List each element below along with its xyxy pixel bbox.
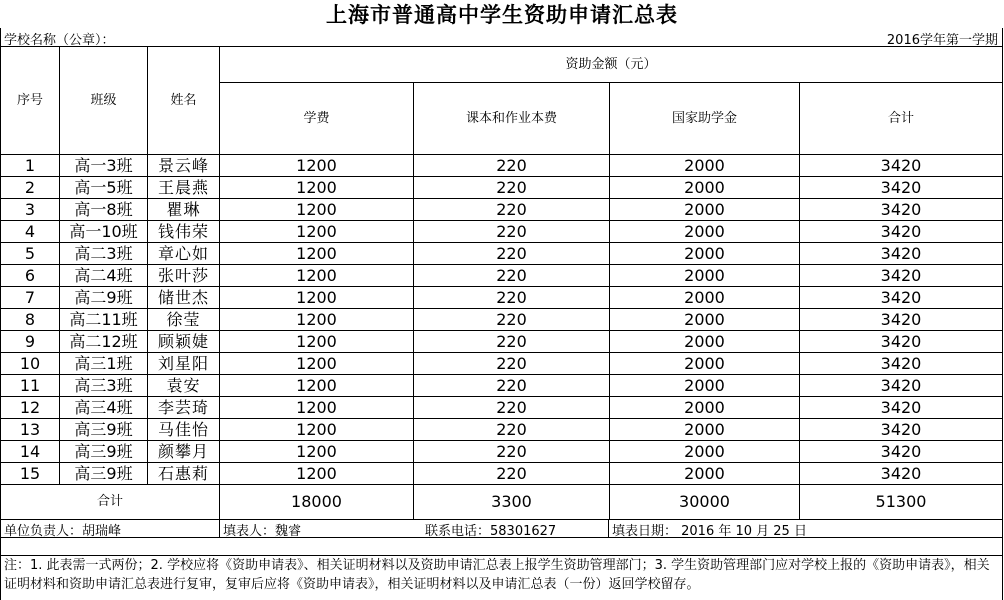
cell-seq: 14 (1, 441, 60, 463)
page-title: 上海市普通高中学生资助申请汇总表 (326, 2, 678, 27)
cell-tuition: 1200 (220, 155, 414, 177)
cell-tuition: 1200 (220, 265, 414, 287)
cell-name: 李芸琦 (148, 397, 220, 419)
cell-tuition: 1200 (220, 309, 414, 331)
cell-class: 高二4班 (60, 265, 148, 287)
totals-row (1, 485, 1003, 520)
cell-books: 220 (414, 353, 610, 375)
totals-tuition: 18000 (220, 485, 414, 520)
cell-total: 3420 (800, 463, 1003, 485)
cell-books: 220 (414, 287, 610, 309)
totals-total: 51300 (800, 485, 1003, 520)
table-row (1, 287, 1003, 309)
cell-total: 3420 (800, 177, 1003, 199)
cell-grant: 2000 (610, 221, 800, 243)
table-row (1, 221, 1003, 243)
cell-books: 220 (414, 375, 610, 397)
totals-grant: 30000 (610, 485, 800, 520)
aid-summary-table (0, 46, 1003, 520)
meta-row (0, 28, 1002, 46)
cell-seq: 4 (1, 221, 60, 243)
cell-tuition: 1200 (220, 441, 414, 463)
cell-books: 220 (414, 177, 610, 199)
header-books: 课本和作业本费 (414, 83, 610, 155)
cell-name: 王晨燕 (148, 177, 220, 199)
cell-class: 高一5班 (60, 177, 148, 199)
cell-tuition: 1200 (220, 221, 414, 243)
cell-total: 3420 (800, 155, 1003, 177)
cell-grant: 2000 (610, 243, 800, 265)
cell-books: 220 (414, 397, 610, 419)
cell-name: 张叶莎 (148, 265, 220, 287)
cell-books: 220 (414, 155, 610, 177)
table-row (1, 375, 1003, 397)
cell-total: 3420 (800, 221, 1003, 243)
cell-class: 高三9班 (60, 463, 148, 485)
cell-books: 220 (414, 463, 610, 485)
cell-name: 石惠莉 (148, 463, 220, 485)
cell-grant: 2000 (610, 375, 800, 397)
cell-name: 章心如 (148, 243, 220, 265)
cell-total: 3420 (800, 375, 1003, 397)
footer-divider (608, 519, 609, 537)
table-row (1, 463, 1003, 485)
cell-grant: 2000 (610, 397, 800, 419)
cell-name: 马佳怡 (148, 419, 220, 441)
cell-class: 高三4班 (60, 397, 148, 419)
cell-grant: 2000 (610, 199, 800, 221)
table-row (1, 309, 1003, 331)
cell-seq: 8 (1, 309, 60, 331)
notes-text: 注：1. 此表需一式两份；2. 学校应将《资助申请表》、相关证明材料以及资助申请汇总表上报学生资助管理部门；3. 学生资助管理部门应对学校上报的《资助申请表》，相关证明材料和资助申请汇总表进行复审，复审后应将《资助申请表》，相关证明材料以及申请汇总表（一份）返回学校留存。 (4, 558, 990, 592)
cell-tuition: 1200 (220, 177, 414, 199)
cell-seq: 15 (1, 463, 60, 485)
table-row (1, 397, 1003, 419)
cell-seq: 3 (1, 199, 60, 221)
cell-books: 220 (414, 199, 610, 221)
cell-tuition: 1200 (220, 419, 414, 441)
cell-grant: 2000 (610, 463, 800, 485)
cell-name: 钱伟荣 (148, 221, 220, 243)
cell-name: 颜攀月 (148, 441, 220, 463)
cell-tuition: 1200 (220, 243, 414, 265)
cell-seq: 9 (1, 331, 60, 353)
cell-class: 高一8班 (60, 199, 148, 221)
cell-tuition: 1200 (220, 199, 414, 221)
cell-class: 高三9班 (60, 419, 148, 441)
cell-grant: 2000 (610, 155, 800, 177)
cell-seq: 7 (1, 287, 60, 309)
table-row (1, 199, 1003, 221)
cell-total: 3420 (800, 265, 1003, 287)
totals-books: 3300 (414, 485, 610, 520)
cell-books: 220 (414, 309, 610, 331)
cell-grant: 2000 (610, 265, 800, 287)
sheet-border (0, 28, 1, 600)
cell-tuition: 1200 (220, 331, 414, 353)
cell-tuition: 1200 (220, 287, 414, 309)
responsible-person: 单位负责人：胡瑞峰 (4, 524, 122, 539)
table-row (1, 243, 1003, 265)
cell-class: 高三3班 (60, 375, 148, 397)
cell-seq: 5 (1, 243, 60, 265)
cell-name: 袁安 (148, 375, 220, 397)
cell-class: 高二11班 (60, 309, 148, 331)
cell-grant: 2000 (610, 419, 800, 441)
cell-tuition: 1200 (220, 375, 414, 397)
cell-class: 高二9班 (60, 287, 148, 309)
cell-seq: 13 (1, 419, 60, 441)
cell-name: 景云峰 (148, 155, 220, 177)
cell-books: 220 (414, 265, 610, 287)
footer-row (0, 519, 1002, 538)
cell-name: 刘星阳 (148, 353, 220, 375)
table-row (1, 265, 1003, 287)
header-total: 合计 (800, 83, 1003, 155)
cell-name: 徐莹 (148, 309, 220, 331)
school-label: 学校名称（公章）： (4, 33, 115, 48)
cell-class: 高二12班 (60, 331, 148, 353)
cell-books: 220 (414, 441, 610, 463)
cell-total: 3420 (800, 441, 1003, 463)
header-name: 姓名 (148, 47, 220, 155)
table-row (1, 177, 1003, 199)
cell-tuition: 1200 (220, 397, 414, 419)
cell-grant: 2000 (610, 177, 800, 199)
term-label: 2016学年第一学期 (886, 33, 998, 48)
cell-total: 3420 (800, 397, 1003, 419)
fill-date: 填表日期： 2016 年 10 月 25 日 (612, 524, 807, 539)
header-amount-group: 资助金额（元） (220, 47, 1003, 83)
cell-books: 220 (414, 221, 610, 243)
header-tuition: 学费 (220, 83, 414, 155)
cell-class: 高一10班 (60, 221, 148, 243)
header-grant: 国家助学金 (610, 83, 800, 155)
cell-tuition: 1200 (220, 463, 414, 485)
cell-seq: 2 (1, 177, 60, 199)
cell-total: 3420 (800, 199, 1003, 221)
cell-grant: 2000 (610, 441, 800, 463)
header-seq: 序号 (1, 47, 60, 155)
cell-grant: 2000 (610, 331, 800, 353)
cell-books: 220 (414, 331, 610, 353)
cell-seq: 12 (1, 397, 60, 419)
table-row (1, 419, 1003, 441)
cell-name: 瞿琳 (148, 199, 220, 221)
cell-seq: 1 (1, 155, 60, 177)
sheet-border (1002, 28, 1003, 600)
cell-total: 3420 (800, 287, 1003, 309)
footer-divider (219, 519, 220, 537)
table-row (1, 441, 1003, 463)
cell-total: 3420 (800, 353, 1003, 375)
cell-tuition: 1200 (220, 353, 414, 375)
cell-total: 3420 (800, 309, 1003, 331)
cell-class: 高三1班 (60, 353, 148, 375)
totals-label: 合计 (1, 485, 220, 520)
contact-phone: 联系电话：58301627 (425, 524, 557, 539)
cell-total: 3420 (800, 331, 1003, 353)
table-row (1, 353, 1003, 375)
cell-class: 高二3班 (60, 243, 148, 265)
cell-total: 3420 (800, 419, 1003, 441)
blank-row (0, 537, 1002, 556)
header-class: 班级 (60, 47, 148, 155)
table-row (1, 331, 1003, 353)
cell-seq: 11 (1, 375, 60, 397)
cell-books: 220 (414, 243, 610, 265)
cell-seq: 10 (1, 353, 60, 375)
cell-seq: 6 (1, 265, 60, 287)
cell-class: 高三9班 (60, 441, 148, 463)
cell-grant: 2000 (610, 309, 800, 331)
table-row (1, 155, 1003, 177)
cell-books: 220 (414, 419, 610, 441)
cell-name: 储世杰 (148, 287, 220, 309)
cell-class: 高一3班 (60, 155, 148, 177)
cell-grant: 2000 (610, 353, 800, 375)
form-filler: 填表人：魏睿 (223, 524, 302, 539)
cell-total: 3420 (800, 243, 1003, 265)
cell-grant: 2000 (610, 287, 800, 309)
cell-name: 顾颖婕 (148, 331, 220, 353)
